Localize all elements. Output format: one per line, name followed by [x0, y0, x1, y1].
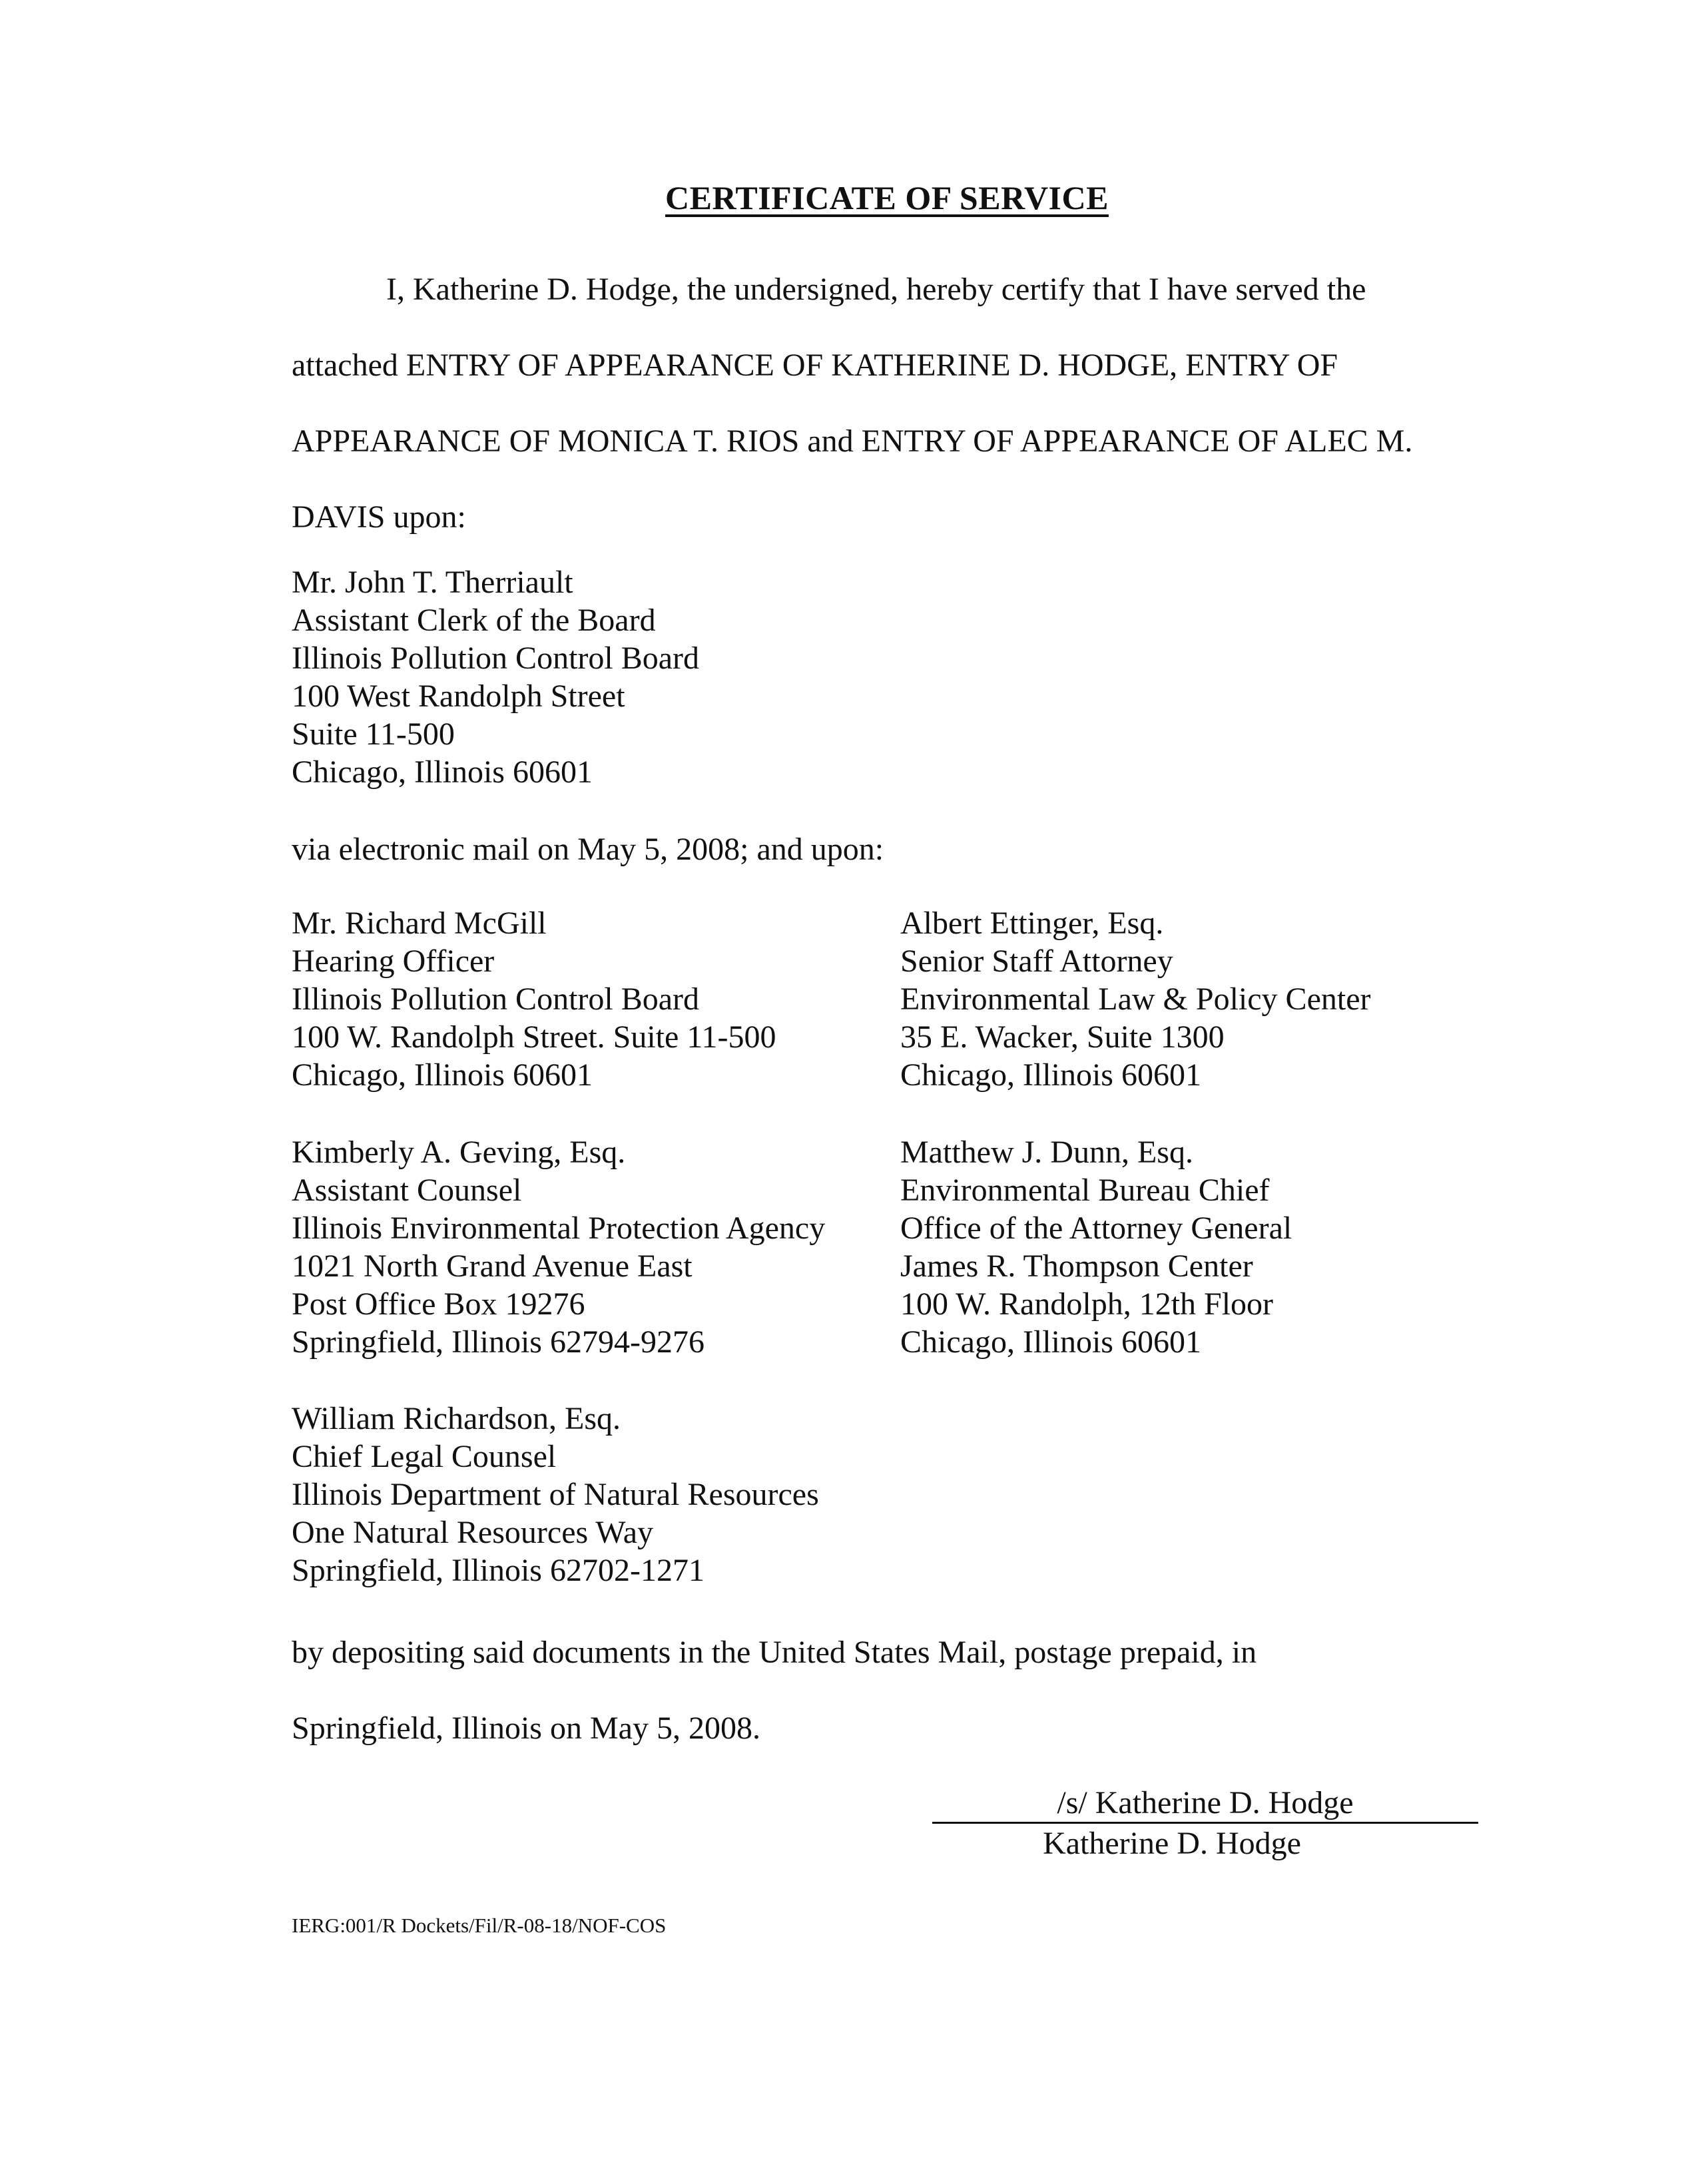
intro-line: attached ENTRY OF APPEARANCE OF KATHERINE D. HODGE, ENTRY OF [292, 348, 1338, 383]
address-line: One Natural Resources Way [292, 1515, 654, 1550]
address-line: Illinois Pollution Control Board [292, 641, 700, 676]
certification-paragraph [292, 252, 1477, 555]
address-line: Senior Staff Attorney [900, 944, 1173, 979]
address-line: Post Office Box 19276 [292, 1286, 585, 1322]
address-line: 1021 North Grand Avenue East [292, 1248, 693, 1284]
address-line: Illinois Department of Natural Resources [292, 1477, 819, 1512]
address-line: Environmental Bureau Chief [900, 1173, 1270, 1208]
intro-line: I, Katherine D. Hodge, the undersigned, hereby certify that I have served the [386, 272, 1366, 307]
intro-line: APPEARANCE OF MONICA T. RIOS and ENTRY OF APPEARANCE OF ALEC M. [292, 423, 1413, 459]
address-line: James R. Thompson Center [900, 1248, 1253, 1284]
address-line: Matthew J. Dunn, Esq. [900, 1135, 1193, 1170]
primary-recipient-address [292, 563, 699, 791]
address-line: Chicago, Illinois 60601 [292, 754, 593, 790]
address-line: Mr. John T. Therriault [292, 565, 573, 600]
electronic-signature: /s/ Katherine D. Hodge [932, 1784, 1478, 1824]
address-line: Illinois Environmental Protection Agency [292, 1211, 826, 1246]
recipient-address-ettinger [900, 904, 1371, 1094]
address-line: Assistant Clerk of the Board [292, 603, 656, 638]
address-line: 100 W. Randolph, 12th Floor [900, 1286, 1274, 1322]
signer-printed-name: Katherine D. Hodge [1043, 1826, 1301, 1861]
address-line: Chicago, Illinois 60601 [900, 1324, 1201, 1360]
signature-block [932, 1784, 1478, 1864]
document-reference-code: IERG:001/R Dockets/Fil/R-08-18/NOF-COS [292, 1914, 667, 1937]
mailing-statement-line: by depositing said documents in the United States Mail, postage prepaid, in [292, 1635, 1257, 1670]
address-line: Chicago, Illinois 60601 [900, 1057, 1201, 1093]
address-line: Office of the Attorney General [900, 1211, 1292, 1246]
address-line: Springfield, Illinois 62794-9276 [292, 1324, 705, 1360]
address-line: 100 W. Randolph Street. Suite 11-500 [292, 1019, 776, 1055]
address-line: Albert Ettinger, Esq. [900, 906, 1164, 941]
page-title: CERTIFICATE OF SERVICE [665, 179, 1109, 216]
address-line: Springfield, Illinois 62702-1271 [292, 1553, 705, 1588]
address-line: 35 E. Wacker, Suite 1300 [900, 1019, 1225, 1055]
mailing-statement-line: Springfield, Illinois on May 5, 2008. [292, 1711, 760, 1746]
address-line: Illinois Pollution Control Board [292, 981, 700, 1017]
address-line: Chief Legal Counsel [292, 1439, 557, 1474]
intro-line: DAVIS upon: [292, 499, 466, 535]
address-line: Assistant Counsel [292, 1173, 522, 1208]
via-electronic-mail-text: via electronic mail on May 5, 2008; and upon: [292, 832, 884, 867]
recipient-address-mcgill [292, 904, 776, 1094]
address-line: Suite 11-500 [292, 716, 455, 752]
recipient-address-dunn [900, 1133, 1292, 1361]
address-line: Kimberly A. Geving, Esq. [292, 1135, 626, 1170]
recipient-address-richardson [292, 1400, 819, 1589]
address-line: Hearing Officer [292, 944, 495, 979]
address-line: Environmental Law & Policy Center [900, 981, 1371, 1017]
address-line: 100 West Randolph Street [292, 679, 625, 714]
address-line: Mr. Richard McGill [292, 906, 547, 941]
address-line: Chicago, Illinois 60601 [292, 1057, 593, 1093]
recipient-address-geving [292, 1133, 825, 1361]
address-line: William Richardson, Esq. [292, 1401, 621, 1436]
